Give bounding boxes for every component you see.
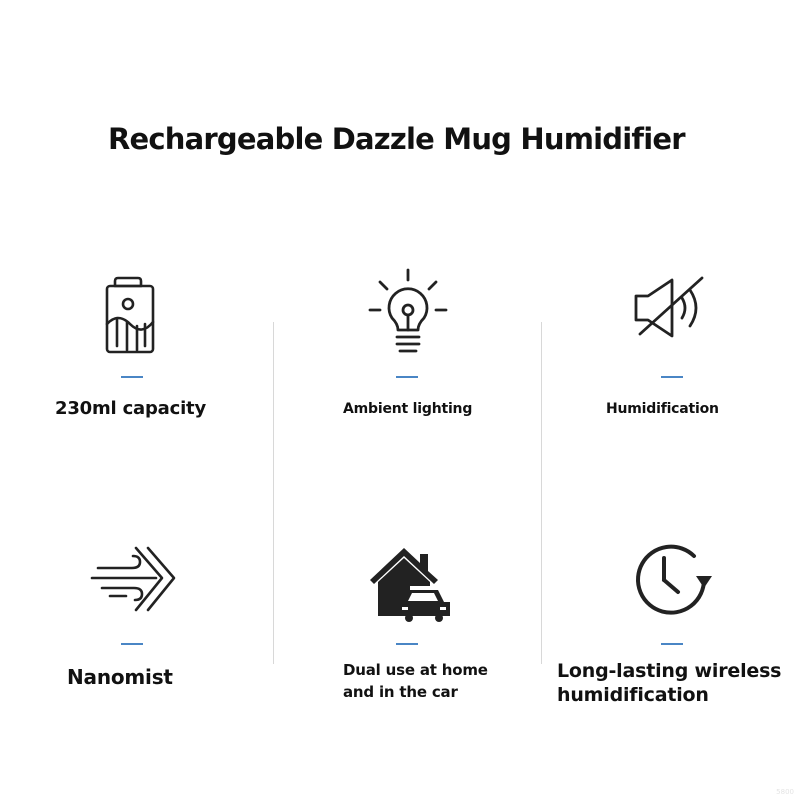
feature-dash	[121, 376, 143, 378]
feature-dash	[396, 643, 418, 645]
feature-dash	[121, 643, 143, 645]
page-title: Rechargeable Dazzle Mug Humidifier	[108, 122, 685, 156]
feature-label-humidification: Humidification	[606, 401, 719, 417]
mist-flow-icon	[88, 544, 180, 616]
feature-label-dual-use-line1: Dual use at home	[343, 661, 488, 679]
water-tank-icon	[100, 274, 160, 356]
muted-speaker-icon	[628, 274, 712, 342]
feature-dash	[661, 643, 683, 645]
clock-timer-icon	[626, 540, 718, 618]
feature-label-lighting: Ambient lighting	[343, 401, 473, 417]
column-divider-left	[273, 322, 274, 664]
light-bulb-icon	[366, 266, 450, 358]
column-divider-right	[541, 322, 542, 664]
feature-label-long-lasting-line1: Long-lasting wireless	[557, 660, 782, 682]
feature-dash	[396, 376, 418, 378]
feature-label-capacity: 230ml capacity	[55, 398, 206, 419]
feature-dash	[661, 376, 683, 378]
feature-label-long-lasting-line2: humidification	[557, 684, 709, 706]
watermark: 5800	[776, 788, 794, 796]
home-car-icon	[364, 544, 454, 624]
feature-label-nanomist: Nanomist	[67, 665, 173, 689]
feature-label-dual-use-line2: and in the car	[343, 683, 458, 701]
